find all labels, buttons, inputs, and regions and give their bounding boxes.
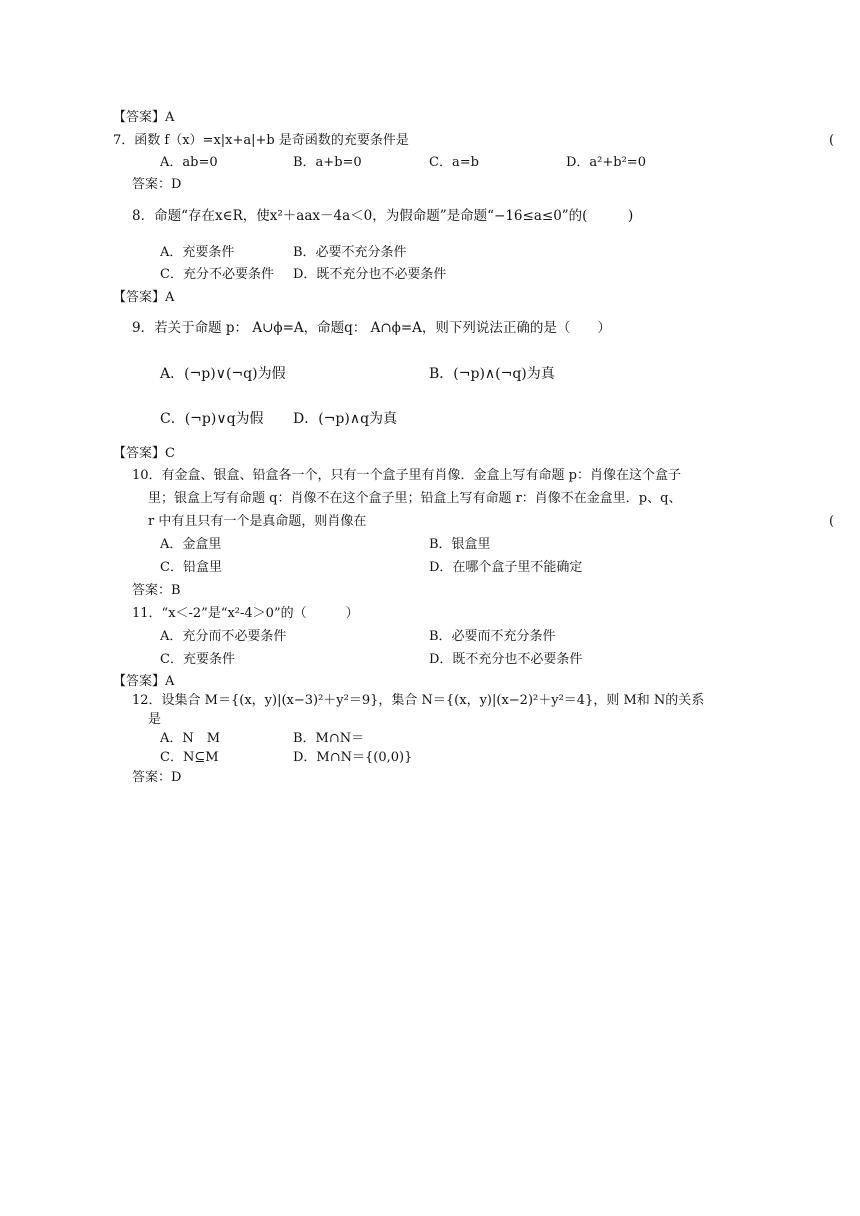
question-10-line1: 10．有金盒、银盒、铅盒各一个，只有一个盒子里有肖像．金盒上写有命题 p：肖像在这个盒子 bbox=[132, 468, 681, 483]
option-9d: D．(¬p)∧q为真 bbox=[293, 411, 398, 427]
option-8b: B．必要不充分条件 bbox=[293, 245, 407, 260]
option-10c: C．铅盒里 bbox=[160, 560, 222, 575]
option-10b: B．银盒里 bbox=[429, 537, 491, 552]
question-7-paren: ( bbox=[829, 133, 835, 148]
option-7a: A．ab=0 bbox=[160, 155, 218, 170]
question-10-line2: 里；银盒上写有命题 q：肖像不在这个盒子里；铅盒上写有命题 r：肖像不在金盒里．p、q、 bbox=[148, 491, 682, 506]
option-12a: A．N M bbox=[160, 731, 221, 746]
option-9c: C．(¬p)∨q为假 bbox=[160, 411, 264, 427]
option-7c: C．a=b bbox=[429, 155, 479, 170]
question-9: 9．若关于命题 p： A∪ϕ=A，命题q： A∩ϕ=A，则下列说法正确的是（ ） bbox=[132, 320, 611, 336]
option-8a: A．充要条件 bbox=[160, 245, 235, 260]
option-12b: B．M∩N＝ bbox=[293, 731, 365, 746]
question-12-line2: 是 bbox=[148, 712, 162, 727]
option-8c: C．充分不必要条件 bbox=[160, 267, 274, 282]
question-7: 7．函数 f（x）=x|x+a|+b 是奇函数的充要条件是 bbox=[113, 133, 409, 148]
question-10-line3: r 中有且只有一个是真命题，则肖像在 bbox=[148, 514, 367, 529]
option-9b: B．(¬p)∧(¬q)为真 bbox=[429, 366, 555, 382]
option-7b: B．a+b=0 bbox=[293, 155, 362, 170]
answer-10: 答案：B bbox=[132, 583, 181, 598]
option-11c: C．充要条件 bbox=[160, 652, 235, 667]
answer-9: 【答案】C bbox=[113, 446, 175, 461]
answer-11: 【答案】A bbox=[113, 674, 175, 689]
option-9a: A．(¬p)∨(¬q)为假 bbox=[160, 366, 286, 382]
option-10d: D．在哪个盒子里不能确定 bbox=[429, 560, 583, 575]
answer-6: 【答案】A bbox=[113, 110, 175, 125]
option-7d: D．a²+b²=0 bbox=[566, 155, 646, 170]
option-12d: D．M∩N＝{(0,0)} bbox=[293, 750, 413, 765]
question-10-paren: ( bbox=[829, 514, 835, 529]
option-8d: D．既不充分也不必要条件 bbox=[293, 267, 447, 282]
question-12-line1: 12．设集合 M＝{(x，y)|(x−3)²＋y²＝9}，集合 N＝{(x，y)|(x−2)²＋y²＝4}，则 M和 N的关系 bbox=[132, 693, 705, 708]
question-8: 8．命题“存在x∈R，使x²＋aax－4a＜0，为假命题”是命题“−16≤a≤0”的( ) bbox=[132, 208, 634, 224]
answer-8: 【答案】A bbox=[113, 290, 175, 305]
option-11a: A．充分而不必要条件 bbox=[160, 629, 287, 644]
option-11d: D．既不充分也不必要条件 bbox=[429, 652, 583, 667]
answer-7: 答案：D bbox=[132, 177, 182, 192]
option-10a: A．金盒里 bbox=[160, 537, 222, 552]
option-12c: C．N⊆M bbox=[160, 750, 219, 765]
question-11: 11．“x＜-2”是“x²-4＞0”的（ ） bbox=[132, 606, 359, 621]
answer-12: 答案：D bbox=[132, 770, 182, 785]
option-11b: B．必要而不充分条件 bbox=[429, 629, 556, 644]
